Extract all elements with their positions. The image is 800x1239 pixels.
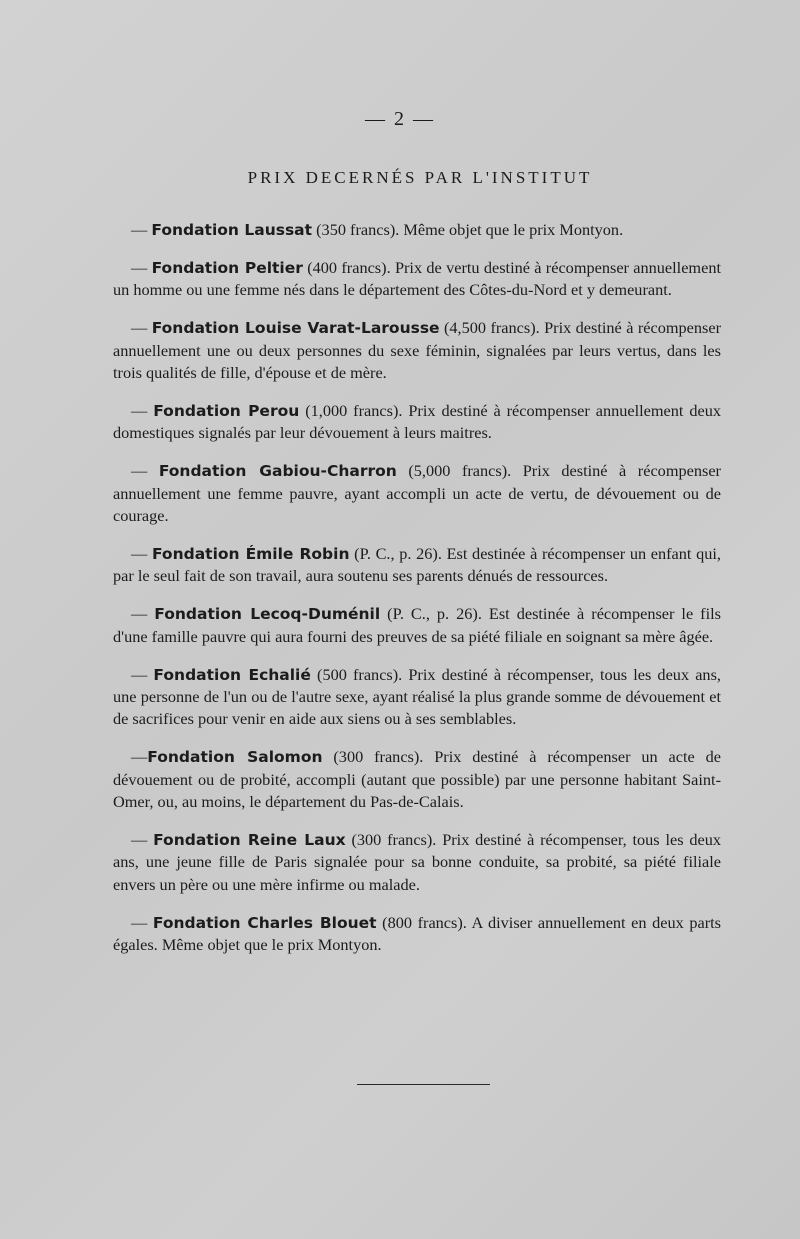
entry-text: (1,000 francs). Prix destiné à récompenser annuellement deux domestiques signalés par leur dévouement à leurs maitres. (113, 400, 722, 443)
entry-title: Fondation Echalié (153, 665, 311, 684)
entry-reine-laux (113, 829, 721, 896)
entry-dash: — (131, 400, 154, 420)
entry-title: Fondation Salomon (147, 748, 323, 767)
entry-title: Fondation Charles Blouet (152, 913, 377, 932)
entry-title: Fondation Perou (153, 401, 300, 420)
body-text (113, 219, 721, 972)
entry-dash: — (131, 664, 154, 684)
entry-dash: — (131, 543, 152, 563)
entry-text: (800 francs). A diviser annuellement en deux parts égales. Même objet que le prix Montyon. (113, 912, 721, 955)
entry-text: (350 francs). Même objet que le prix Montyon. (312, 220, 624, 239)
entry-dash: — (131, 461, 159, 481)
entry-text: (300 francs). Prix destiné à récompenser, tous les deux ans, une jeune fille de Paris signalée pour sa bonne conduite, sa probité, sa piété filiale envers un père ou une mère infirme ou malade. (113, 830, 721, 894)
entry-title: Fondation Peltier (151, 258, 303, 277)
entry-gabiou-charron (113, 460, 721, 527)
entry-text: (5,000 francs). Prix destiné à récompenser annuellement une femme pauvre, ayant accompli un acte de vertu, de dévouement ou de courage. (113, 461, 721, 526)
entry-text: (500 francs). Prix destiné à récompenser, tous les deux ans, une personne de l'un ou de l'autre sexe, ayant réalisé la plus grande somme de dévouement et de sacrifices pour venir en aide aux siens ou à ses semblables. (113, 664, 721, 729)
entry-text: (400 francs). Prix de vertu destiné à récompenser annuellement un homme ou une femme nés dans le département des Côtes-du-Nord et y demeurant. (113, 257, 721, 300)
entry-title: Fondation Reine Laux (153, 831, 346, 850)
entry-text: (P. C., p. 26). Est destinée à récompenser un enfant qui, par le seul fait de son travail, aura soutenu ses parents dénués de ressources. (113, 543, 721, 586)
entry-dash: — (131, 318, 152, 338)
entry-text: (4,500 francs). Prix destiné à récompenser annuellement une ou deux personnes du sexe féminin, signalées par leurs vertus, dans les trois qualités de fille, d'épouse et de mère. (113, 318, 721, 383)
entry-title: Fondation Lecoq-Duménil (154, 605, 381, 624)
entry-laussat (113, 219, 721, 241)
entry-dash: — (131, 830, 154, 850)
closing-rule (357, 1084, 490, 1085)
entry-lecoq-dumenil (113, 603, 721, 648)
entry-perou (113, 400, 721, 445)
entry-title: Fondation Louise Varat-Larousse (151, 319, 440, 338)
entry-varat-larousse (113, 317, 721, 384)
entry-peltier (113, 257, 721, 302)
entry-title: Fondation Gabiou-Charron (158, 462, 397, 481)
entry-dash: — (131, 747, 148, 767)
entry-charles-blouet (113, 912, 721, 957)
entry-title: Fondation Émile Robin (151, 544, 350, 563)
entry-echalie (113, 664, 721, 731)
entry-dash: — (131, 257, 152, 277)
entry-dash: — (131, 220, 152, 239)
entry-emile-robin (113, 543, 721, 588)
entry-text: (P. C., p. 26). Est destinée à récompenser le fils d'une famille pauvre qui aura fourni des preuves de sa piété filiale en soignant sa mère âgée. (113, 604, 721, 646)
entry-title: Fondation Laussat (151, 221, 313, 239)
entry-dash: — (131, 604, 155, 624)
page-number: — 2 — (365, 108, 435, 130)
entry-dash: — (131, 912, 153, 932)
entry-salomon (113, 746, 721, 813)
section-heading: PRIX DECERNÉS PAR L'INSTITUT (247, 168, 593, 187)
entry-text: (300 francs). Prix destiné à récompenser un acte de dévouement ou de probité, accompli (autant que possible) par une personne habitant Saint-Omer, ou, au moins, le département du Pas-de-Calais. (113, 747, 722, 812)
